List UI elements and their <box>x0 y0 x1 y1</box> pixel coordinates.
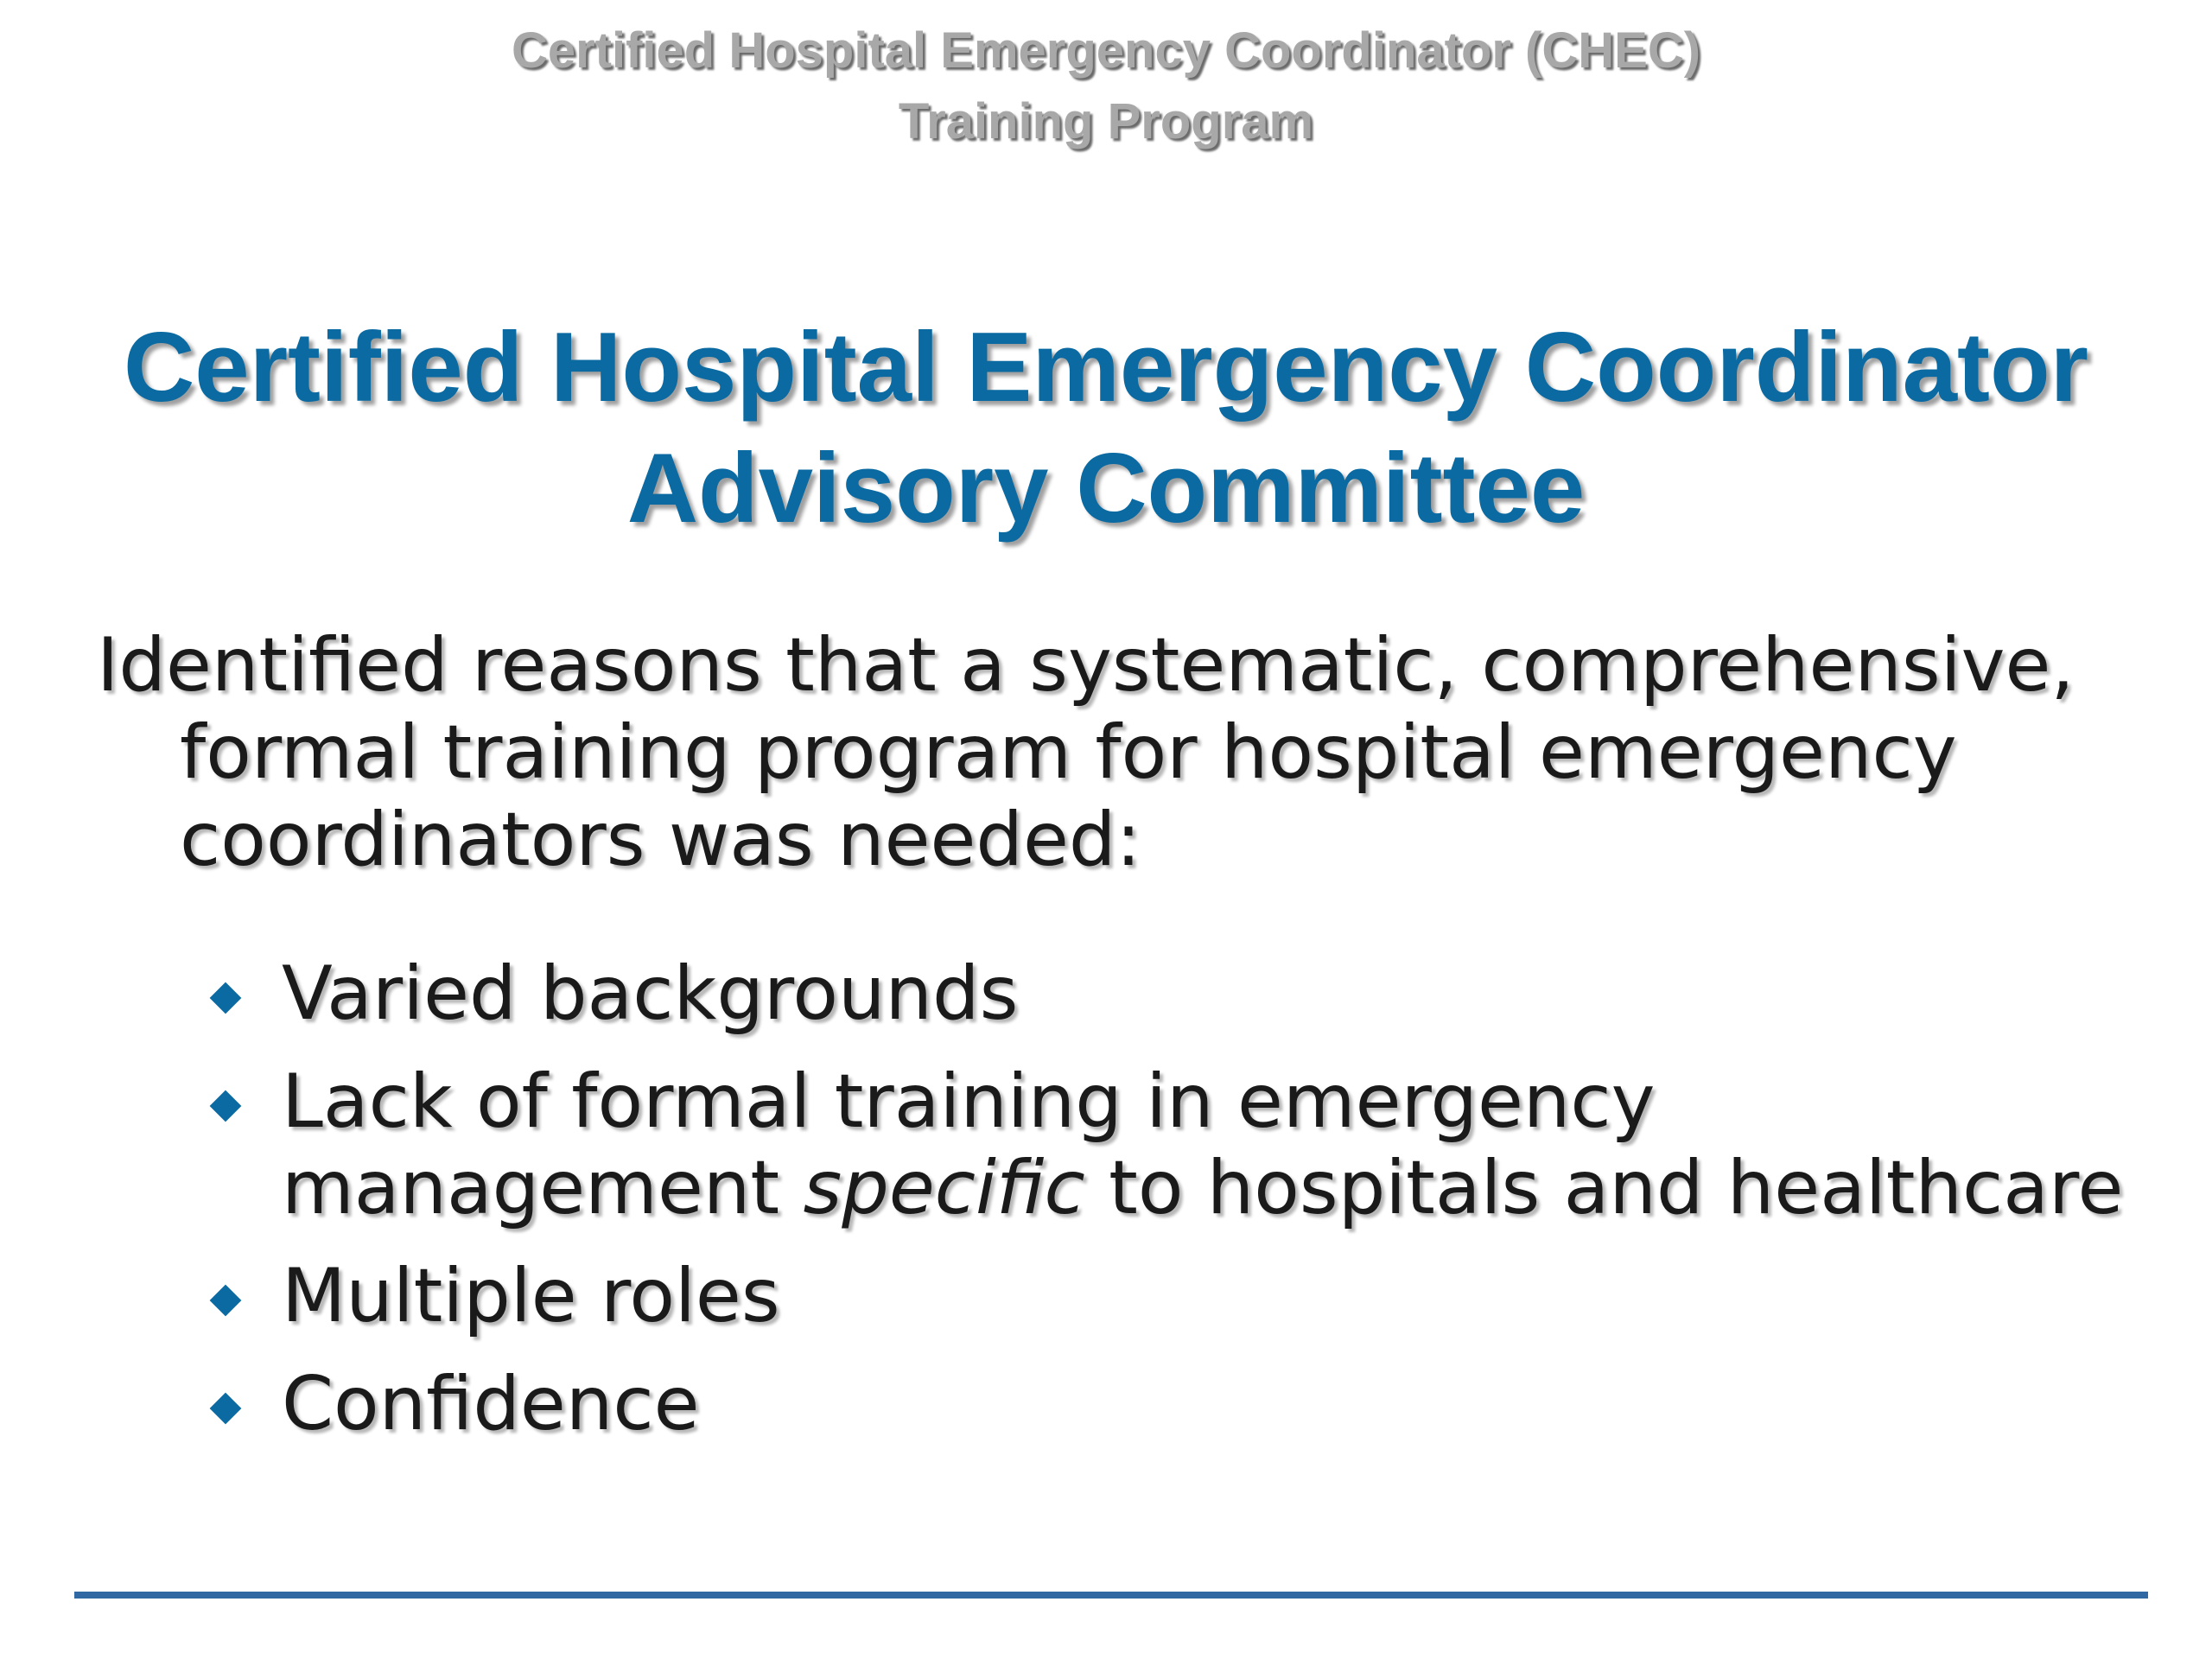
slide-title <box>0 308 2212 550</box>
list-item-text: Confidence <box>282 1361 700 1447</box>
intro-line-2: formal training program for hospital emergency <box>180 709 1957 796</box>
header-line-1: Certified Hospital Emergency Coordinator (CHEC) <box>511 22 1701 79</box>
title-line-2: Advisory Committee <box>626 434 1586 543</box>
list-item-text-segment: management <box>282 1145 804 1231</box>
diamond-bullet-icon <box>210 982 242 1014</box>
list-item-text: Varied backgrounds <box>282 950 1019 1037</box>
intro-paragraph <box>97 622 2119 884</box>
list-item-text-line-1: Lack of formal training in emergency <box>282 1058 1656 1145</box>
list-item-text-segment: to hospitals and healthcare <box>1084 1145 2124 1231</box>
emphasized-text: specific <box>803 1145 1085 1231</box>
list-item-text: Multiple roles <box>282 1253 780 1339</box>
list-item-text-line-2 <box>282 1145 2143 1231</box>
intro-line-1: Identified reasons that a systematic, comprehensive, <box>97 622 2075 709</box>
title-line-1: Certified Hospital Emergency Coordinator <box>123 313 2089 423</box>
diamond-bullet-icon <box>210 1285 242 1317</box>
diamond-bullet-icon <box>210 1090 242 1122</box>
list-item <box>207 1253 2143 1339</box>
reasons-list <box>207 950 2143 1469</box>
list-item <box>207 1361 2143 1447</box>
intro-line-3: coordinators was needed: <box>180 797 1141 883</box>
list-item <box>207 950 2143 1037</box>
list-item <box>207 1058 2143 1231</box>
slide-header <box>0 16 2212 157</box>
header-line-2: Training Program <box>898 93 1314 149</box>
footer-divider <box>74 1592 2148 1599</box>
diamond-bullet-icon <box>210 1393 242 1425</box>
